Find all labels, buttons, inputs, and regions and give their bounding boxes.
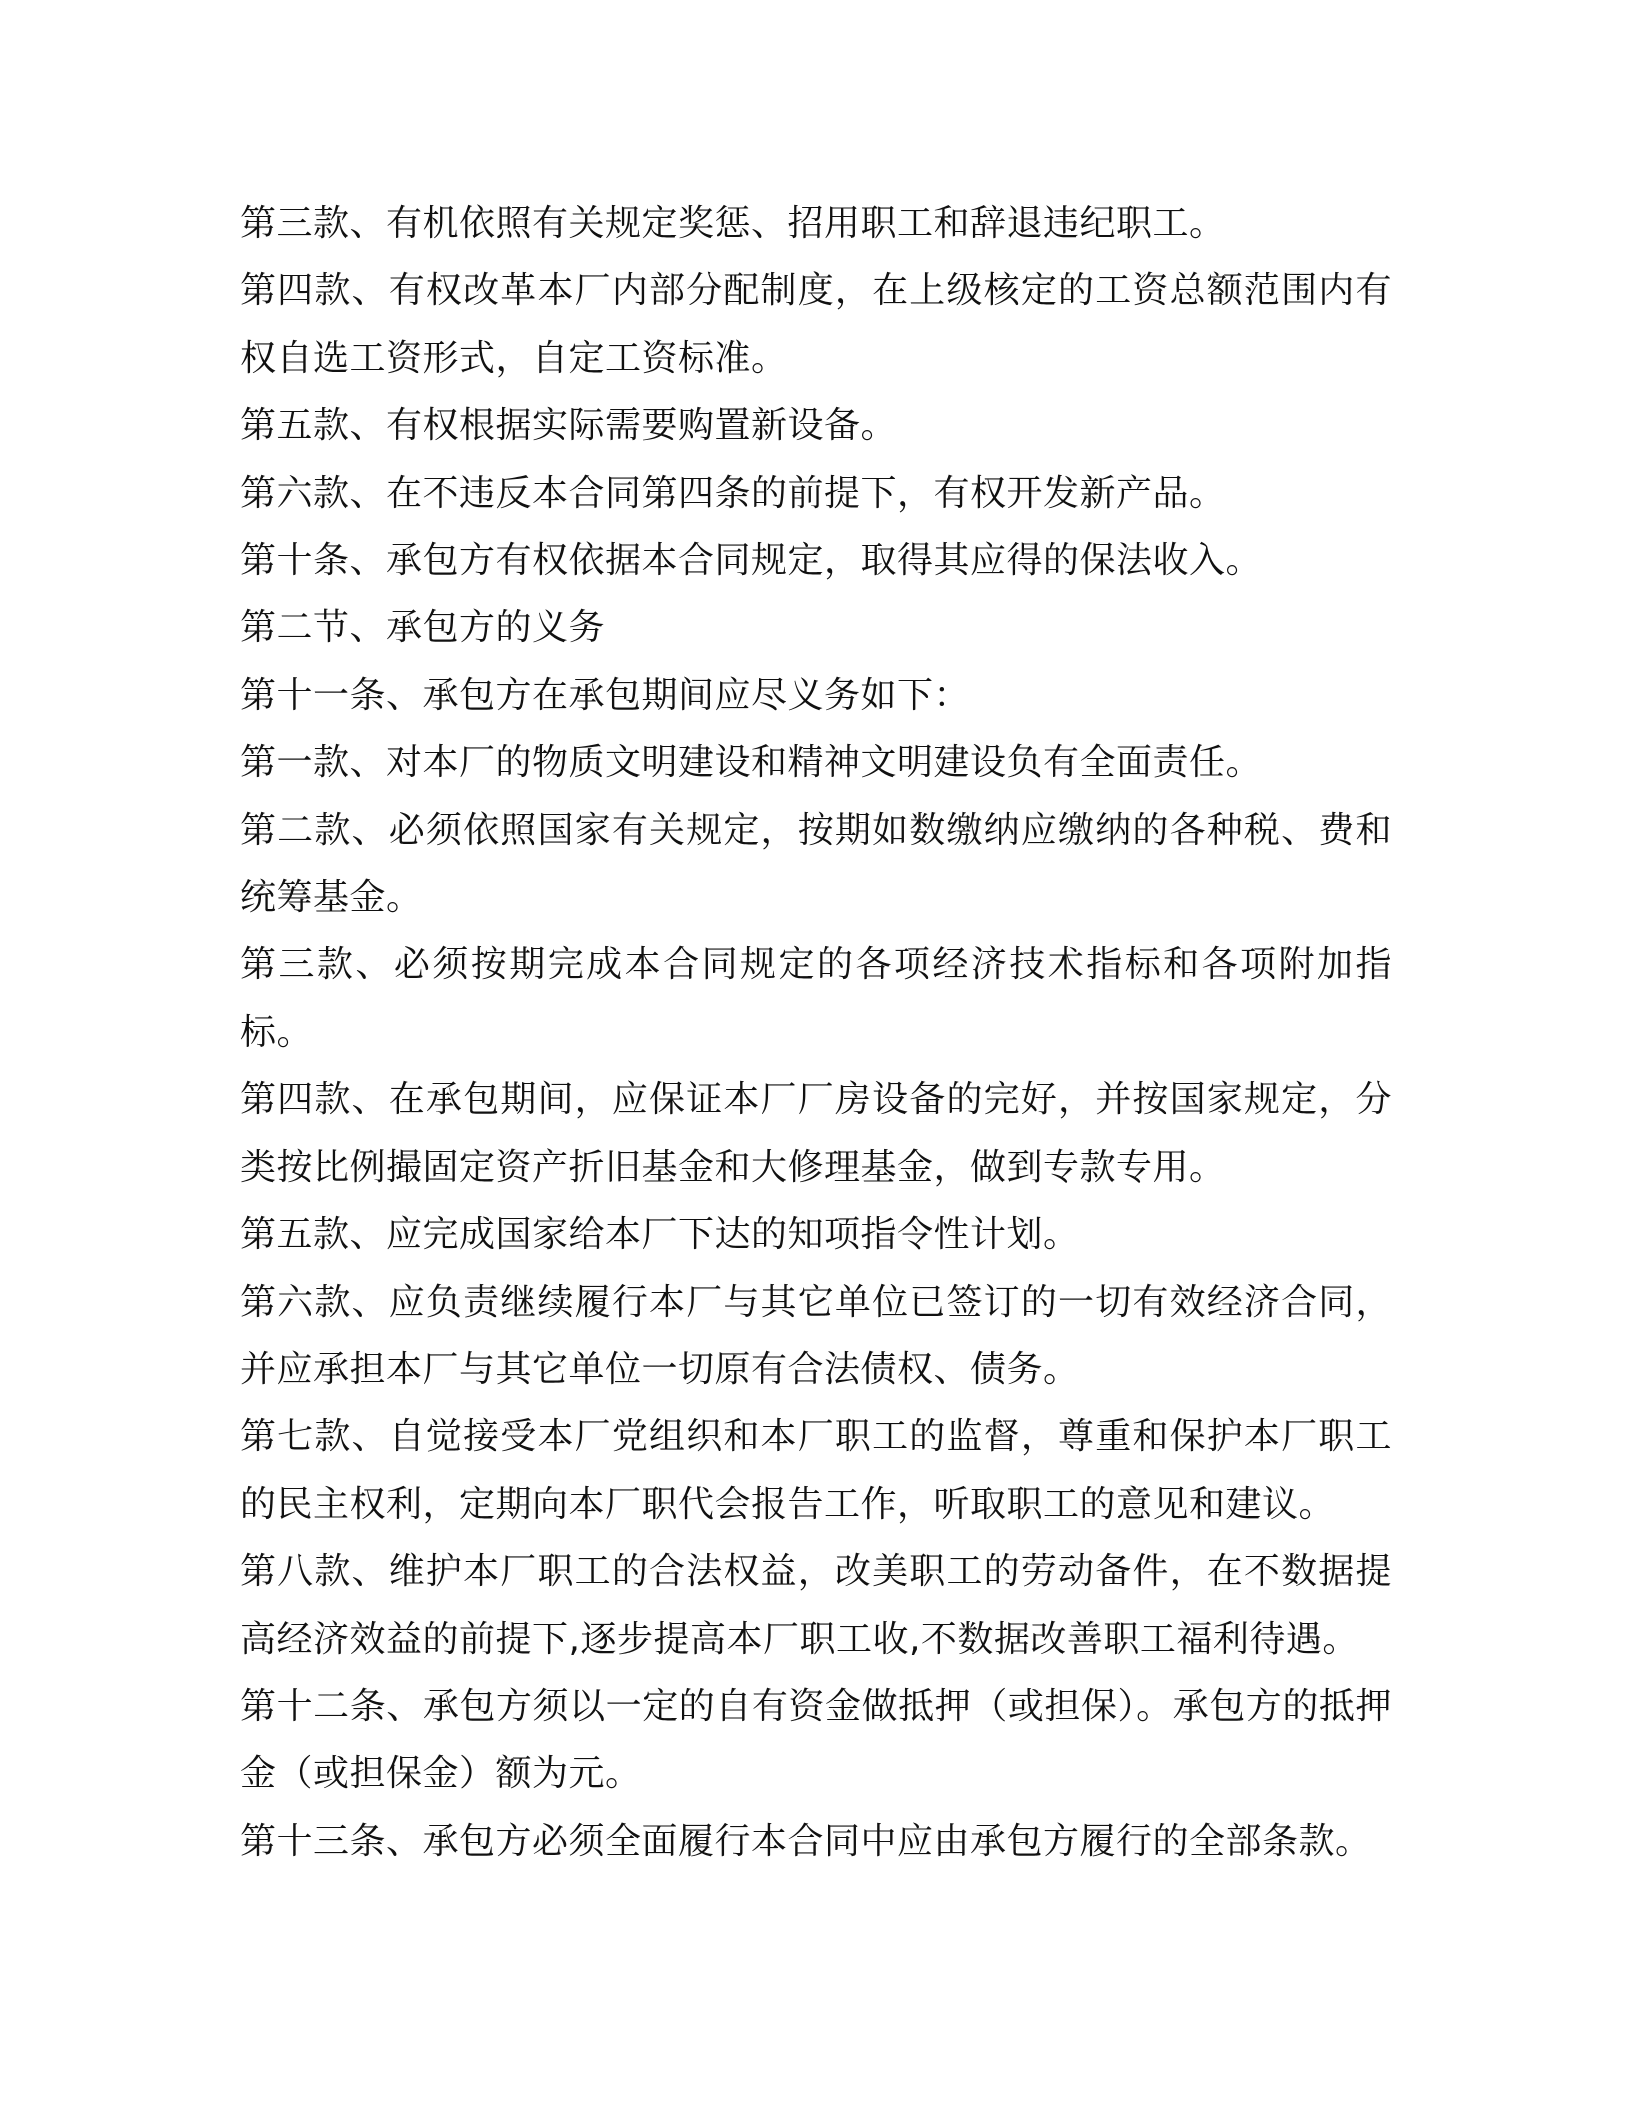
- paragraph-obligation-7: 第七款、自觉接受本厂党组织和本厂职工的监督，尊重和保护本厂职工的民主权利，定期向本厂职代会报告工作，听取职工的意见和建议。: [240, 1416, 1392, 1525]
- paragraph-obligation-2: 第二款、必须依照国家有关规定，按期如数缴纳应缴纳的各种税、费和统筹基金。: [240, 809, 1392, 919]
- paragraph-article-10: 第十条、承包方有权依据本合同规定，取得其应得的保法收入。: [240, 540, 1263, 582]
- paragraph-clause-6-products: 第六款、在不违反本合同第四条的前提下，有权开发新产品。: [240, 472, 1226, 514]
- document-body: [240, 190, 1392, 1875]
- paragraph-obligation-5: 第五款、应完成国家给本厂下达的知项指令性计划。: [240, 1214, 1080, 1256]
- paragraph-article-12: 第十二条、承包方须以一定的自有资金做抵押（或担保）。承包方的抵押金（或担保金）额为元。: [240, 1685, 1392, 1795]
- paragraph-clause-5-equipment: 第五款、有权根据实际需要购置新设备。: [240, 405, 898, 447]
- paragraph-article-11: 第十一条、承包方在承包期间应尽义务如下：: [240, 674, 971, 716]
- paragraph-obligation-1: 第一款、对本厂的物质文明建设和精神文明建设负有全面责任。: [240, 742, 1263, 784]
- paragraph-article-13: 第十三条、承包方必须全面履行本合同中应由承包方履行的全部条款。: [240, 1820, 1372, 1862]
- paragraph-obligation-3: 第三款、必须按期完成本合同规定的各项经济技术指标和各项附加指标。: [240, 944, 1392, 1053]
- paragraph-obligation-4: 第四款、在承包期间，应保证本厂厂房设备的完好，并按国家规定，分类按比例撮固定资产折旧基金和大修理基金，做到专款专用。: [240, 1079, 1392, 1188]
- section-heading-obligations: 第二节、承包方的义务: [240, 607, 606, 649]
- paragraph-obligation-6: 第六款、应负责继续履行本厂与其它单位已签订的一切有效经济合同，并应承担本厂与其它单位一切原有合法债权、债务。: [240, 1281, 1392, 1390]
- paragraph-obligation-8: 第八款、维护本厂职工的合法权益，改美职工的劳动备件，在不数据提高经济效益的前提下,逐步提高本厂职工收,不数据改善职工福利待遇。: [240, 1551, 1392, 1660]
- paragraph-clause-3-rewards: 第三款、有机依照有关规定奖惩、招用职工和辞退违纪职工。: [240, 203, 1226, 244]
- paragraph-clause-4-wages: 第四款、有权改革本厂内部分配制度，在上级核定的工资总额范围内有权自选工资形式，自定工资标准。: [240, 270, 1392, 379]
